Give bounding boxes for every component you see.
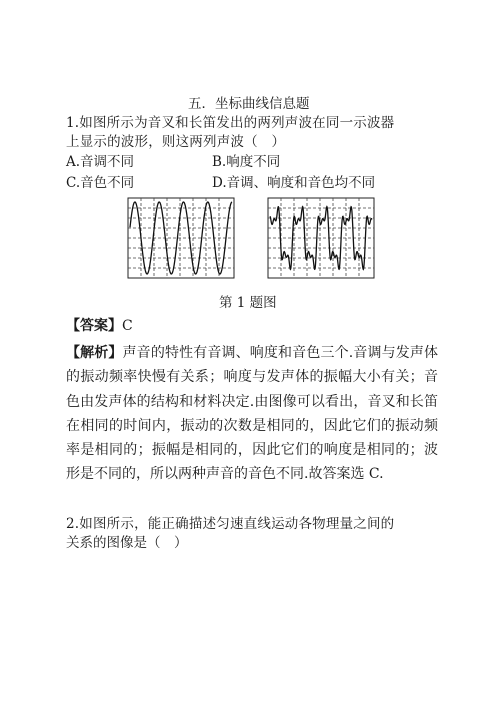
- question-2-text-line1: 2.如图所示，能正确描述匀速直线运动各物理量之间的: [66, 516, 395, 532]
- explanation-text: 声音的特性有音调、响度和音色三个.音调与发声体的振动频率快慢有关系；响度与发声体的振幅大小有关；音色由发声体的结构和材料决定.由图像可以看出，音叉和长笛在相同的时间内，振动的次数是相同的，因此它们的振动频率是相同的；振幅是相同的，因此它们的响度是相同的；波形是不同的，所以两种声音的音色不同.故答案选 C.: [66, 345, 438, 483]
- question-1-text-line2: 上显示的波形，则这两列声波（ ）: [66, 134, 286, 150]
- answer-label: 【答案】: [66, 318, 122, 334]
- figure-caption: 第 1 题图: [219, 295, 277, 311]
- oscilloscope-flute-figure: [267, 197, 375, 279]
- option-a: A.音调不同: [66, 154, 135, 170]
- question-1-text-line1: 1.如图所示为音叉和长笛发出的两列声波在同一示波器: [66, 115, 395, 131]
- section-title: 五．坐标曲线信息题: [188, 96, 310, 112]
- option-d: D.音调、响度和音色均不同: [212, 175, 376, 191]
- option-c: C.音色不同: [66, 175, 135, 191]
- answer-value: C: [122, 318, 133, 334]
- answer-line: [66, 314, 438, 338]
- question-2-text-line2: 关系的图像是（ ）: [66, 535, 188, 551]
- explanation-paragraph: [66, 341, 438, 487]
- oscilloscope-tuning-fork-figure: [127, 197, 235, 279]
- explanation-label: 【解析】: [66, 345, 123, 361]
- option-b: B.响度不同: [212, 154, 281, 170]
